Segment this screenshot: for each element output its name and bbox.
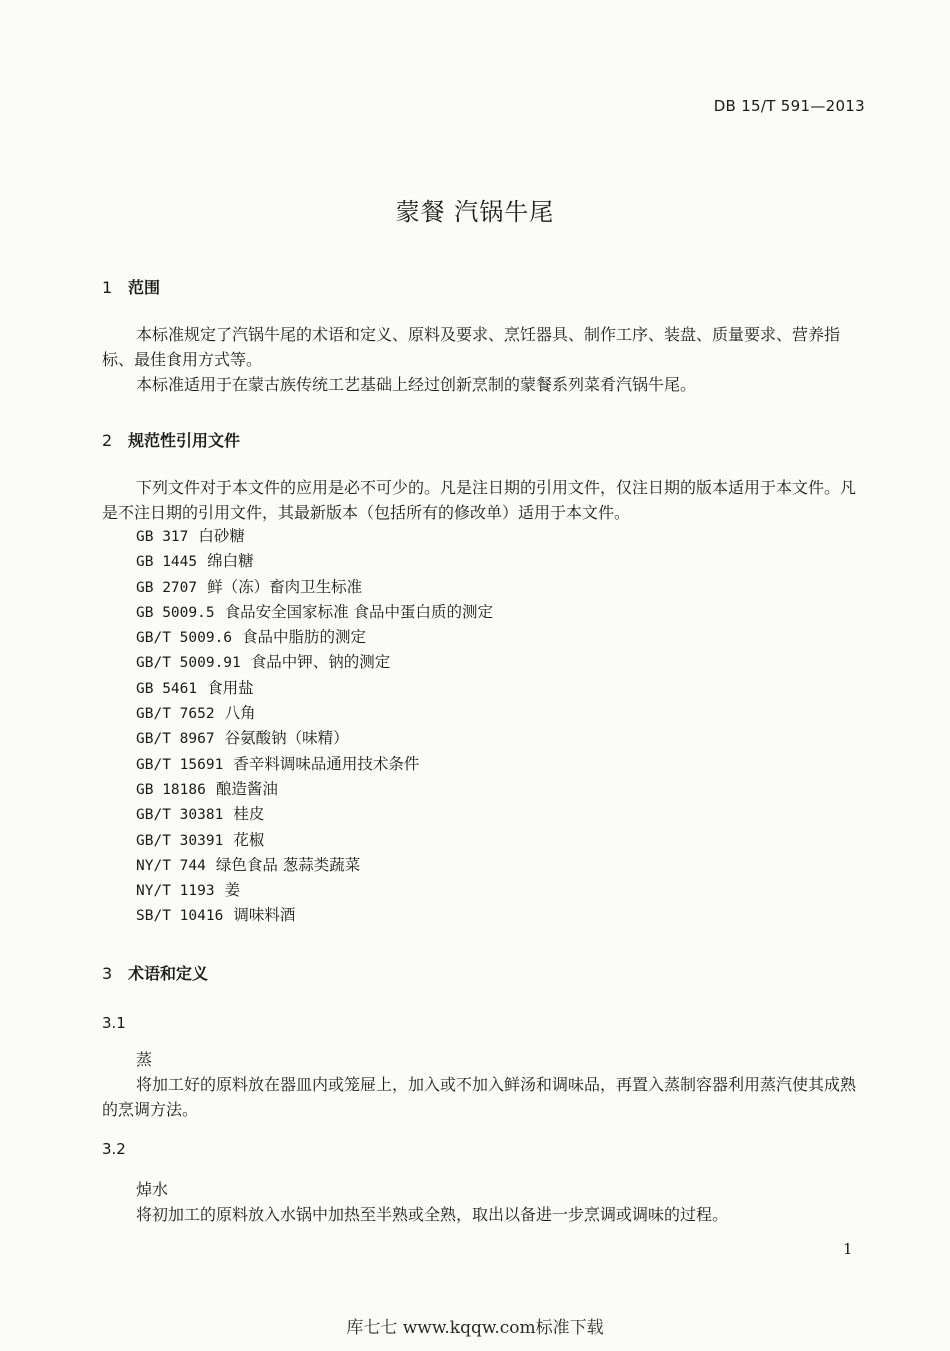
reference-item xyxy=(136,828,493,853)
reference-name: 谷氨酸钠（味精） xyxy=(224,729,349,748)
reference-item xyxy=(136,726,493,751)
section-3-heading xyxy=(102,961,208,984)
reference-code: GB/T 5009.6 xyxy=(136,630,233,647)
reference-name: 香辛料调味品通用技术条件 xyxy=(233,754,420,773)
reference-item xyxy=(136,676,493,701)
reference-code: GB 317 xyxy=(136,529,189,545)
reference-item xyxy=(136,802,493,827)
reference-name: 白砂糖 xyxy=(198,527,245,545)
reference-name: 食品中脂肪的测定 xyxy=(242,628,367,647)
reference-name: 绵白糖 xyxy=(207,552,254,571)
scope-paragraph-1: 本标准规定了汽锅牛尾的术语和定义、原料及要求、烹饪器具、制作工序、装盘、质量要求、营养指标、最佳食用方式等。 xyxy=(102,325,841,369)
reference-name: 花椒 xyxy=(233,830,265,849)
reference-code: GB/T 5009.91 xyxy=(136,655,241,672)
section-number: 2 xyxy=(102,431,113,450)
reference-name: 鲜（冻）畜肉卫生标准 xyxy=(207,577,363,596)
reference-name: 食用盐 xyxy=(207,678,254,697)
reference-item xyxy=(136,752,493,777)
standard-code: DB 15/T 591—2013 xyxy=(713,97,865,115)
reference-item xyxy=(136,625,493,650)
clause-number: 3.1 xyxy=(102,1014,126,1032)
reference-code: GB 2707 xyxy=(136,579,198,596)
reference-name: 绿色食品 葱蒜类蔬菜 xyxy=(215,855,361,874)
reference-name: 调味料酒 xyxy=(233,906,296,925)
reference-item xyxy=(136,524,493,549)
reference-item xyxy=(136,777,493,802)
reference-code: GB 18186 xyxy=(136,781,206,798)
reference-code: GB/T 15691 xyxy=(136,756,224,773)
reference-item xyxy=(136,903,493,928)
references-intro: 下列文件对于本文件的应用是必不可少的。凡是注日期的引用文件，仅注日期的版本适用于本文件。凡是不注日期的引用文件，其最新版本（包括所有的修改单）适用于本文件。 xyxy=(102,478,857,522)
reference-code: GB 1445 xyxy=(136,554,198,571)
section-title: 术语和定义 xyxy=(128,964,209,983)
section-title: 规范性引用文件 xyxy=(128,431,241,450)
reference-name: 桂皮 xyxy=(233,805,265,824)
reference-name: 酿造酱油 xyxy=(215,779,278,798)
reference-item xyxy=(136,600,493,625)
reference-name: 姜 xyxy=(224,881,241,900)
reference-item xyxy=(136,701,493,726)
reference-name: 八角 xyxy=(224,704,256,723)
download-watermark: 库七七 www.kqqw.com标准下载 xyxy=(346,1318,604,1338)
reference-item xyxy=(136,853,493,878)
reference-code: NY/T 1193 xyxy=(136,883,215,900)
reference-name: 食品安全国家标准 食品中蛋白质的测定 xyxy=(224,602,494,621)
section-1-heading xyxy=(102,275,160,298)
reference-item xyxy=(136,878,493,903)
section-number: 3 xyxy=(102,964,113,983)
reference-list xyxy=(136,524,493,929)
reference-item xyxy=(136,650,493,675)
reference-code: GB 5009.5 xyxy=(136,604,215,621)
reference-code: GB/T 30381 xyxy=(136,807,224,824)
section-2-heading xyxy=(102,428,240,451)
reference-code: GB/T 8967 xyxy=(136,731,215,748)
section-number: 1 xyxy=(102,278,113,297)
reference-code: GB/T 30391 xyxy=(136,832,224,849)
term-definition: 将加工好的原料放在器皿内或笼屉上，加入或不加入鲜汤和调味品，再置入蒸制容器利用蒸汽使其成熟的烹调方法。 xyxy=(102,1075,857,1119)
reference-code: SB/T 10416 xyxy=(136,908,224,925)
page-number: 1 xyxy=(843,1240,853,1258)
reference-code: NY/T 744 xyxy=(136,857,206,874)
reference-code: GB 5461 xyxy=(136,680,198,697)
term-definition: 将初加工的原料放入水锅中加热至半熟或全熟，取出以备进一步烹调或调味的过程。 xyxy=(136,1205,729,1224)
document-title: 蒙餐 汽锅牛尾 xyxy=(395,198,555,226)
term-name: 蒸 xyxy=(136,1050,153,1069)
section-title: 范围 xyxy=(128,278,161,297)
reference-code: GB/T 7652 xyxy=(136,706,215,723)
reference-item xyxy=(136,549,493,574)
term-name: 焯水 xyxy=(136,1180,169,1199)
reference-name: 食品中钾、钠的测定 xyxy=(250,653,391,672)
clause-number: 3.2 xyxy=(102,1140,126,1158)
reference-item xyxy=(136,575,493,600)
scope-paragraph-2: 本标准适用于在蒙古族传统工艺基础上经过创新烹制的蒙餐系列菜肴汽锅牛尾。 xyxy=(136,375,697,394)
